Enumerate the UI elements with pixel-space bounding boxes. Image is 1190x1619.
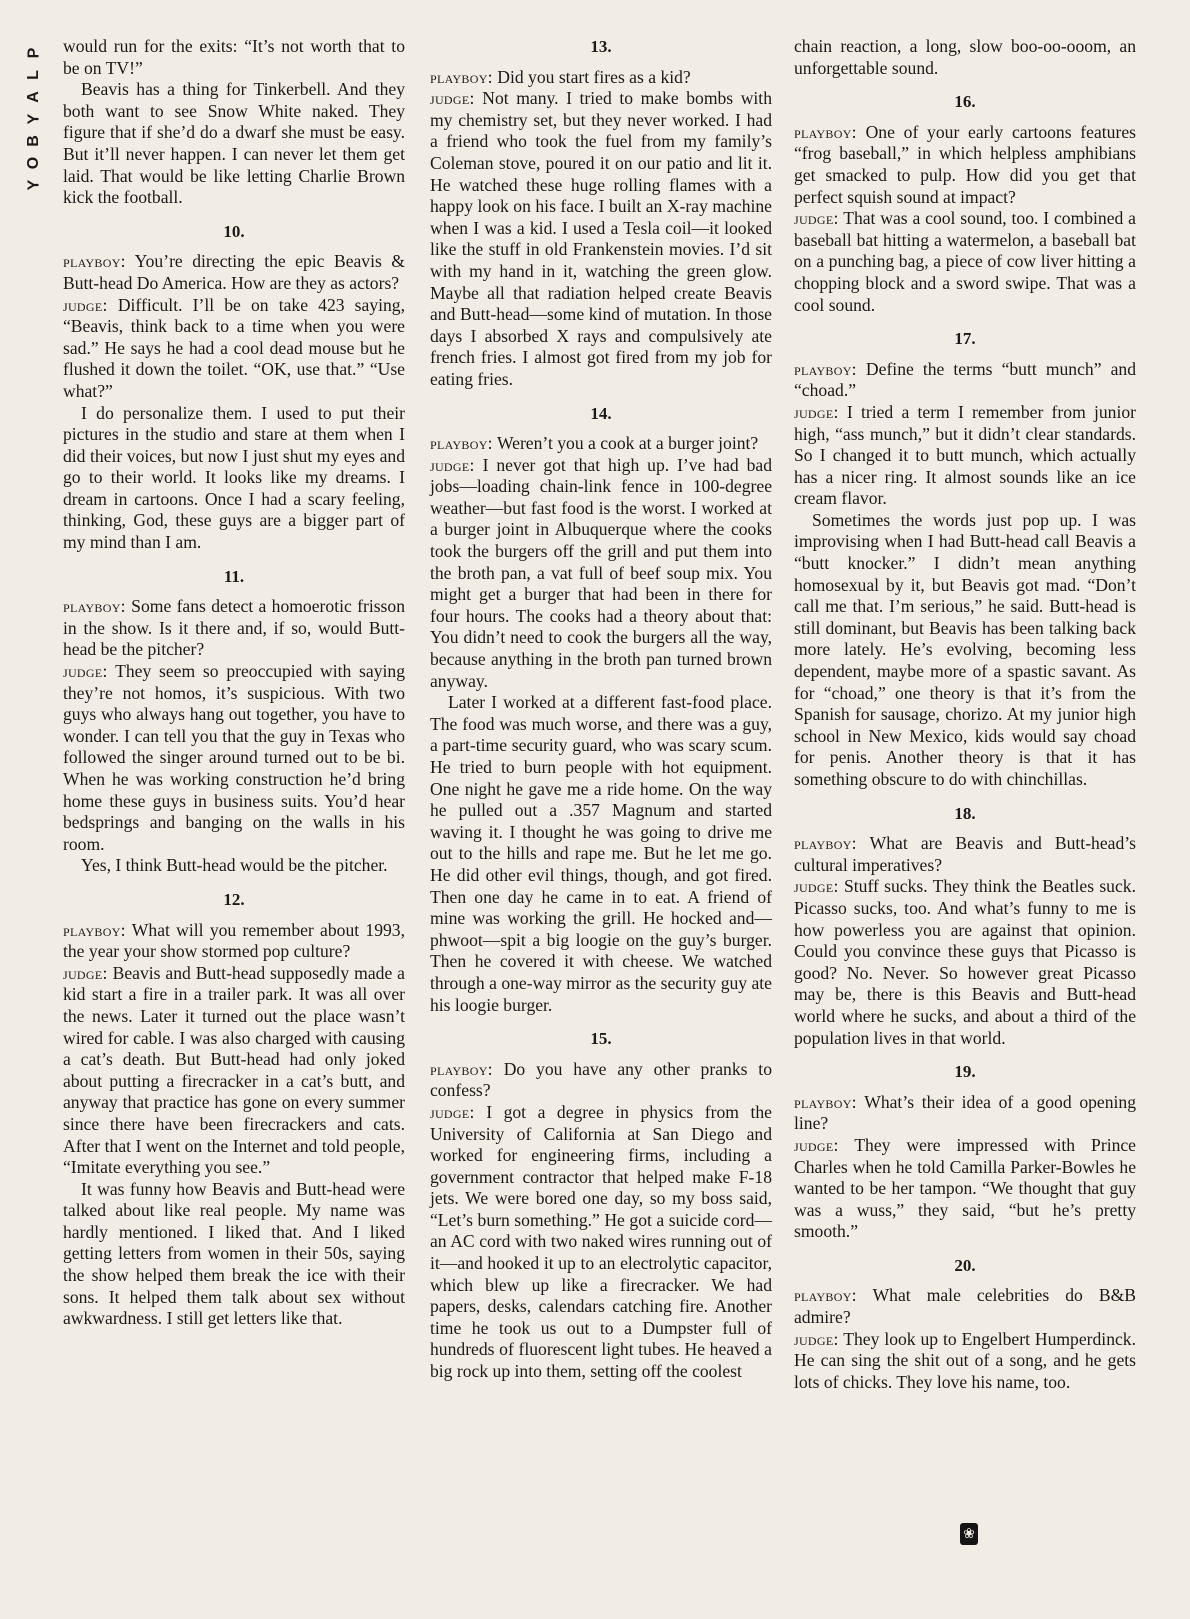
paragraph-text: They were impressed with Prince Charles when he told Camilla Parker-Bowles he wanted to be her tampon. “We thought that guy was a wuss,” they said, “but he’s pretty smooth.”	[794, 1134, 1136, 1242]
question-paragraph	[63, 251, 405, 294]
question-paragraph	[63, 920, 405, 963]
answer-paragraph	[430, 88, 772, 390]
body-paragraph: chain reaction, a long, slow boo-oo-ooom, an unforgettable sound.	[794, 36, 1136, 78]
speaker-label: judge:	[430, 88, 475, 109]
answer-paragraph	[794, 876, 1136, 1049]
side-letter: A	[25, 91, 42, 103]
side-letter: P	[24, 47, 42, 59]
speaker-label: playboy:	[63, 919, 126, 940]
section-number: 17.	[954, 329, 976, 349]
text-column-2	[430, 36, 772, 1383]
paragraph-text: Weren’t you a cook at a burger joint?	[492, 433, 759, 454]
body-paragraph: Later I worked at a different fast-food place. The food was much worse, and there was a guy, a part-time security guard, who was scary scum. He tried to burn people with hot equipment. One night he gave me a ride home. On the way he pulled out a .357 Magnum and started waving it. I thought he was going to drive me out to the hills and rape me. But he let me go. He did other evil things, though, and got fired. Then one day he came in to eat. A friend of mine was working the grill. He hocked and—phwoot—spit a big loogie on the guy’s burger. Then he covered it with cheese. We watched through a one-way mirror as the security guy ate his loogie burger.	[430, 692, 772, 1015]
paragraph-text: What’s their idea of a good opening line?	[794, 1091, 1136, 1134]
speaker-label: playboy:	[430, 66, 493, 87]
body-paragraph: would run for the exits: “It’s not worth that to be on TV!”	[63, 36, 405, 78]
section-number: 18.	[954, 803, 976, 823]
answer-paragraph	[63, 963, 405, 1179]
paragraph-text: Stuff sucks. They think the Beatles suck. Picasso sucks, too. And what’s funny to me is how powerless you are against that opinion. Could you convince these guys that Picasso is good? No. Never. So however great Picasso may be, there is this Beavis and Butt-head world where he sucks, and about a third of the population lives in that world.	[794, 876, 1136, 1048]
section-number: 16.	[954, 92, 976, 112]
question-paragraph	[794, 833, 1136, 876]
section-number: 14.	[590, 403, 612, 423]
speaker-label: judge:	[794, 1328, 839, 1349]
speaker-label: playboy:	[794, 1091, 857, 1112]
text-column-3	[794, 36, 1136, 1393]
body-paragraph: Sometimes the words just pop up. I was improvising when I had Butt-head call Beavis a “butt knocker.” I didn’t mean anything homosexual by it, but Beavis got mad. “Don’t call me that. I’m serious,” he said. Butt-head is still dominant, but Beavis has been talking back more lately. He’s evolving, becoming less dependent, maybe more of a spastic savant. As for “choad,” one theory is that it’s from the Spanish for sausage, chorizo. At my junior high school in New Mexico, kids would say choad for penis. Another theory is that it has something obscure to do with chinchillas.	[794, 509, 1136, 789]
paragraph-text: I never got that high up. I’ve had bad jobs—loading chain-link fence in 100-degree weather—but fast food is the worst. I worked at a burger joint in Albuquerque where the cooks took the burgers off the grill and put them into the broth pan, a vat full of beef soup mix. You might get a burger that had been in there for four hours. The cooks had a theory about that: You didn’t need to cook the burgers all the way, because anything in the broth pan turned brown anyway.	[430, 454, 772, 691]
paragraph-text: Not many. I tried to make bombs with my chemistry set, but they never worked. I had a friend who took the fuel from my family’s Coleman stove, poured it on our patio and lit it. He watched these huge rolling flames with a happy look on his face. I built an X-ray machine when I was a kid. I used a Tesla coil—it looked like the stuff in old Frankenstein movies. I’d sit with my hand in it, watching the green glow. Maybe all that radiation helped create Beavis and Butt-head—some kind of mutation. In those days I absorbed X rays and compulsively ate french fries. I almost got fired from my job for eating fries.	[430, 88, 772, 389]
paragraph-text: They seem so preoccupied with saying they’re not homos, it’s suspicious. With two guys who always hang out together, you have to wonder. I can tell you that the guy in Texas who followed the singer around turned out to be bi. When he was working construction he’d bring home these guys in business suits. You’d hear bedsprings and banging on the walls in his room.	[63, 661, 405, 854]
side-letter: L	[25, 70, 42, 80]
paragraph-text: What are Beavis and Butt-head’s cultural imperatives?	[794, 833, 1136, 875]
paragraph-text: Beavis and Butt-head supposedly made a kid start a fire in a trailer park. It was all over the news. Later it turned out the place wasn’t wired for cable. I was also charged with causing a cat’s death. But Butt-head had only joked about putting a firecracker in a cat’s butt, and anyway that practice has gone on every summer since there have been firecrackers and cats. After that I went on the Internet and told people, “Imitate everything you see.”	[63, 962, 405, 1178]
answer-paragraph	[794, 1329, 1136, 1394]
bunny-logo-icon: ❀	[960, 1523, 978, 1545]
paragraph-text: What male celebrities do B&B admire?	[794, 1285, 1136, 1328]
speaker-label: judge:	[794, 208, 839, 229]
side-letter: B	[25, 135, 42, 147]
speaker-label: playboy:	[794, 1285, 857, 1306]
side-letter: Y	[24, 179, 42, 191]
paragraph-text: That was a cool sound, too. I combined a baseball bat hitting a watermelon, a baseball bat on a punching bag, a piece of cow liver hitting a chopping block and a sword swipe. That was a cool sound.	[794, 208, 1136, 315]
speaker-label: playboy:	[794, 121, 857, 142]
speaker-label: playboy:	[430, 433, 493, 454]
speaker-label: judge:	[794, 1134, 839, 1155]
speaker-label: judge:	[794, 401, 839, 422]
question-paragraph	[63, 596, 405, 661]
answer-paragraph	[794, 1135, 1136, 1243]
question-paragraph	[430, 67, 772, 89]
section-number: 13.	[590, 37, 612, 56]
section-number: 12.	[223, 889, 245, 909]
paragraph-text: I tried a term I remember from junior high, “ass munch,” but it didn’t clear standards. So I changed it to butt munch, which actually has a nicer ring. It almost sounds like an ice cream flavor.	[794, 401, 1136, 509]
body-paragraph: It was funny how Beavis and Butt-head were talked about like real people. My name was hardly mentioned. I liked that. And I liked getting letters from women in their 50s, saying the show helped them break the ice with their sons. It helped them talk about sex without awkwardness. I still get letters like that.	[63, 1178, 405, 1329]
paragraph-text: They look up to Engelbert Humperdinck. He can sing the shit out of a song, and he gets lots of chicks. They love his name, too.	[794, 1328, 1136, 1392]
section-number: 10.	[223, 221, 245, 241]
question-paragraph	[430, 433, 772, 455]
paragraph-text: One of your early cartoons features “frog baseball,” in which helpless amphibians get smacked to pulp. How did you get that perfect squish sound at impact?	[794, 121, 1136, 207]
answer-paragraph	[63, 295, 405, 403]
speaker-label: judge:	[794, 876, 839, 897]
answer-paragraph	[794, 208, 1136, 316]
paragraph-text: Define the terms “butt munch” and “choad.”	[794, 358, 1136, 401]
question-paragraph	[430, 1059, 772, 1102]
section-number: 19.	[954, 1062, 976, 1082]
paragraph-text: Do you have any other pranks to confess?	[430, 1058, 772, 1101]
speaker-label: judge:	[63, 294, 108, 315]
paragraph-text: I got a degree in physics from the University of California at San Diego and worked for engineering firms, including a government contractor that helped make F-18 jets. We were bored one day, so my boss said, “Let’s burn something.” He got a suicide cord—an AC cord with two naked wires running out of it—and hooked it up to an electrolytic capacitor, which blew up like a firecracker. We had papers, desks, calendars catching fire. Another time he took us out to a Dumpster full of hundreds of fluorescent light tubes. He heaved a big rock up into them, setting off the coolest	[430, 1101, 772, 1382]
body-paragraph: I do personalize them. I used to put their pictures in the studio and stare at them when I did their voices, but now I just shut my eyes and go to their world. It looks like my dreams. I dream in cartoons. Once I had a scary feeling, thinking, God, these guys are a bigger part of my mind than I am.	[63, 402, 405, 553]
speaker-label: judge:	[63, 661, 108, 682]
speaker-label: playboy:	[430, 1058, 493, 1079]
paragraph-text: Some fans detect a homoerotic frisson in the show. Is it there and, if so, would Butt-head be the pitcher?	[63, 596, 405, 660]
question-paragraph	[794, 122, 1136, 208]
speaker-label: judge:	[430, 454, 475, 475]
answer-paragraph	[794, 402, 1136, 510]
speaker-label: playboy:	[794, 833, 857, 854]
section-number: 11.	[223, 566, 245, 586]
speaker-label: judge:	[63, 962, 108, 983]
text-column-1	[63, 36, 405, 1330]
section-number: 15.	[590, 1029, 612, 1049]
answer-paragraph	[430, 455, 772, 693]
question-paragraph	[794, 1092, 1136, 1135]
speaker-label: playboy:	[63, 251, 126, 272]
side-letter: Y	[24, 113, 42, 125]
answer-paragraph	[63, 661, 405, 855]
side-letter: O	[24, 156, 42, 170]
speaker-label: playboy:	[794, 358, 857, 379]
speaker-label: playboy:	[63, 596, 126, 617]
speaker-label: judge:	[430, 1101, 475, 1122]
answer-paragraph	[430, 1102, 772, 1383]
section-number: 20.	[954, 1255, 976, 1275]
body-paragraph: Yes, I think Butt-head would be the pitcher.	[81, 855, 388, 876]
question-paragraph	[794, 359, 1136, 402]
paragraph-text: What will you remember about 1993, the year your show stormed pop culture?	[63, 919, 405, 962]
magazine-side-label	[22, 42, 46, 196]
paragraph-text: Did you start fires as a kid?	[492, 66, 691, 87]
paragraph-text: Difficult. I’ll be on take 423 saying, “Beavis, think back to a time when you were sad.” He says he had a cool dead mouse but he flushed it down the toilet. “OK, use that.” “Use what?”	[63, 294, 405, 401]
question-paragraph	[794, 1285, 1136, 1328]
body-paragraph: Beavis has a thing for Tinkerbell. And they both want to see Snow White naked. They figure that if she’d do a dwarf she must be easy. But it’ll never happen. I can never let them get laid. That would be like letting Charlie Brown kick the football.	[63, 79, 405, 208]
paragraph-text: You’re directing the epic Beavis & Butt-head Do America. How are they as actors?	[63, 251, 405, 293]
